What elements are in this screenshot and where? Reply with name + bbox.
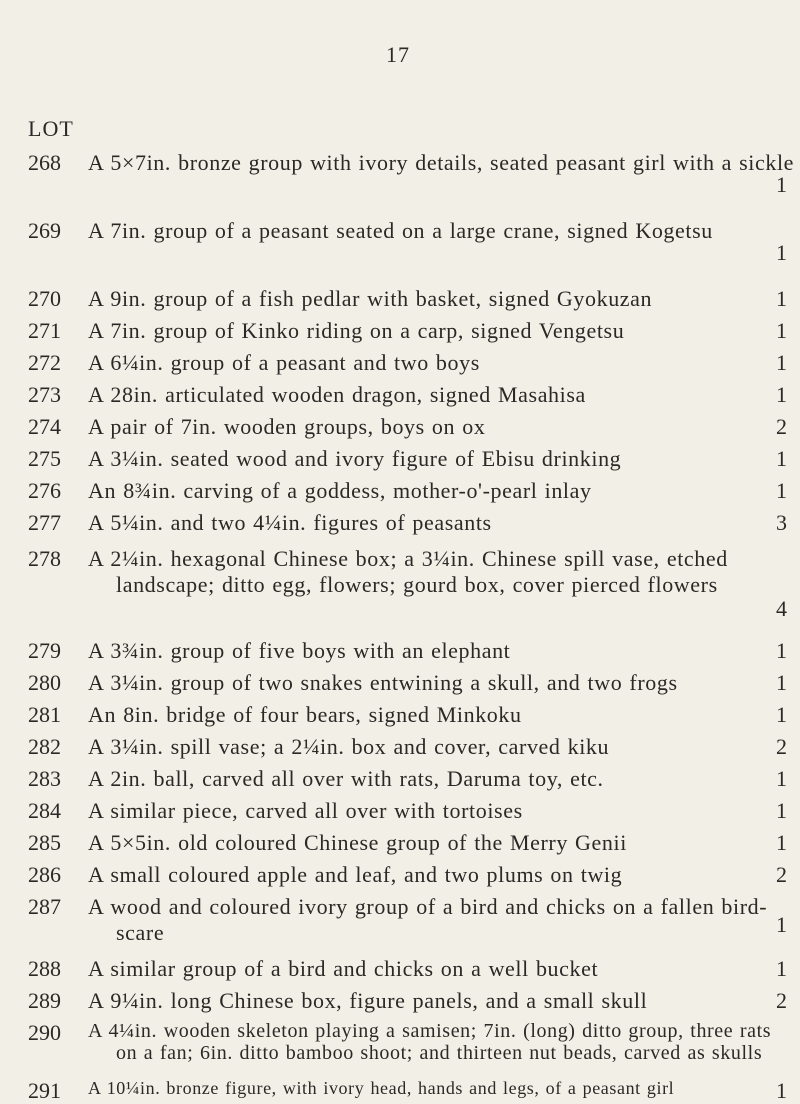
lot-description: An 8in. bridge of four bears, signed Minkoku: [88, 702, 522, 727]
lot-description: A 4¼in. wooden skeleton playing a samisen; 7in. (long) ditto group, three rats on a fan; 6in. ditto bamboo shoot; and thirteen nut beads, carved as skulls: [88, 1020, 772, 1064]
lot-quantity: 2: [776, 734, 787, 759]
lot-quantity: 1: [776, 638, 787, 663]
lot-number: 273: [28, 382, 61, 407]
lot-quantity: 1: [776, 286, 787, 311]
lot-quantity: 2: [776, 988, 787, 1013]
lot-number: 283: [28, 766, 61, 791]
lot-number: 291: [28, 1078, 61, 1103]
lot-number: 287: [28, 894, 61, 919]
lot-quantity: 1: [776, 318, 787, 343]
lot-description: A similar group of a bird and chicks on a well bucket: [88, 956, 599, 981]
lot-description: A 3¾in. group of five boys with an elephant: [88, 638, 511, 663]
lot-number: 282: [28, 734, 61, 759]
lot-number: 272: [28, 350, 61, 375]
lot-number: 270: [28, 286, 61, 311]
lot-number: 268: [28, 150, 61, 175]
lot-description: A 3¼in. seated wood and ivory figure of Ebisu drinking: [88, 446, 622, 471]
lot-quantity: 1: [776, 240, 787, 265]
lot-quantity: 2: [776, 862, 787, 887]
lot-number: 269: [28, 218, 61, 243]
lot-number: 281: [28, 702, 61, 727]
lot-description: A similar piece, carved all over with tortoises: [88, 798, 523, 823]
lot-quantity: 1: [776, 956, 787, 981]
lot-number: 288: [28, 956, 61, 981]
lot-number: 289: [28, 988, 61, 1013]
lot-description: A 3¼in. spill vase; a 2¼in. box and cover, carved kiku: [88, 734, 610, 759]
lot-description: A 2in. ball, carved all over with rats, Daruma toy, etc.: [88, 766, 604, 791]
lot-number: 277: [28, 510, 61, 535]
lot-quantity: 4: [776, 596, 787, 621]
lot-number: 286: [28, 862, 61, 887]
lot-quantity: 3: [776, 510, 787, 535]
lot-description: An 8¾in. carving of a goddess, mother-o'-pearl inlay: [88, 478, 592, 503]
lot-description: A 7in. group of a peasant seated on a large crane, signed Kogetsu: [88, 218, 713, 243]
lot-column-header: LOT: [28, 116, 74, 141]
lot-description: A 5¼in. and two 4¼in. figures of peasants: [88, 510, 492, 535]
lot-number: 285: [28, 830, 61, 855]
lot-description: A 3¼in. group of two snakes entwining a skull, and two frogs: [88, 670, 678, 695]
lot-quantity: 1: [776, 830, 787, 855]
lot-quantity: 1: [776, 1078, 787, 1103]
lot-description: A pair of 7in. wooden groups, boys on ox: [88, 414, 486, 439]
lot-description: A 5×5in. old coloured Chinese group of the Merry Genii: [88, 830, 627, 855]
lot-number: 280: [28, 670, 61, 695]
lot-description: A 2¼in. hexagonal Chinese box; a 3¼in. Chinese spill vase, etched landscape; ditto egg, flowers; gourd box, cover pierced flowers: [88, 546, 728, 597]
lot-number: 276: [28, 478, 61, 503]
lot-quantity: 1: [776, 382, 787, 407]
lot-number: 271: [28, 318, 61, 343]
lot-description: A 28in. articulated wooden dragon, signed Masahisa: [88, 382, 586, 407]
lot-description: A 5×7in. bronze group with ivory details, seated peasant girl with a sickle: [88, 150, 795, 175]
lot-quantity: 2: [776, 414, 787, 439]
lot-quantity: 1: [776, 766, 787, 791]
lot-number: 275: [28, 446, 61, 471]
lot-quantity: 1: [776, 350, 787, 375]
lot-number: 284: [28, 798, 61, 823]
lot-quantity: 1: [776, 912, 787, 937]
lot-number: 279: [28, 638, 61, 663]
lot-description: A 7in. group of Kinko riding on a carp, signed Vengetsu: [88, 318, 625, 343]
lot-description: A 9in. group of a fish pedlar with basket, signed Gyokuzan: [88, 286, 653, 311]
lot-quantity: 1: [776, 702, 787, 727]
lot-quantity: 1: [776, 172, 787, 197]
lot-quantity: 1: [776, 798, 787, 823]
lot-description: A 10¼in. bronze figure, with ivory head, hands and legs, of a peasant girl: [88, 1078, 675, 1098]
page-number: 17: [386, 42, 410, 67]
lot-quantity: 1: [776, 670, 787, 695]
lot-number: 274: [28, 414, 61, 439]
lot-number: 290: [28, 1020, 61, 1045]
lot-description: A 9¼in. long Chinese box, figure panels, and a small skull: [88, 988, 648, 1013]
lot-quantity: 1: [776, 446, 787, 471]
lot-description: A 6¼in. group of a peasant and two boys: [88, 350, 480, 375]
lot-quantity: 1: [776, 478, 787, 503]
lot-description: A wood and coloured ivory group of a bird and chicks on a fallen bird-scare: [88, 894, 768, 945]
lot-number: 278: [28, 546, 61, 571]
lot-description: A small coloured apple and leaf, and two plums on twig: [88, 862, 623, 887]
